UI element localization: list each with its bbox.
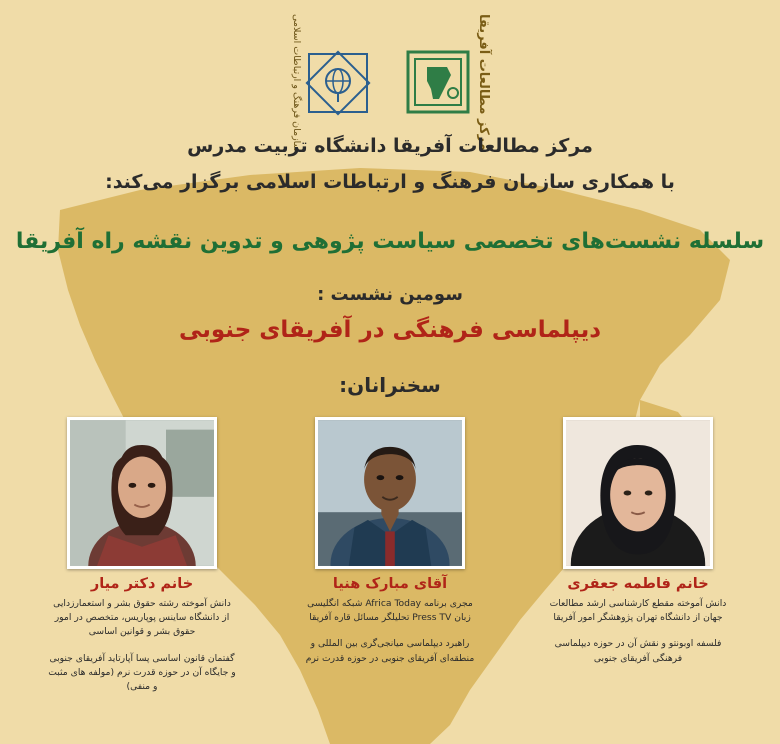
speaker-affiliation-hennia: مجری برنامه Africa Today شبکه انگلیسی زبان Press TV تحلیلگر مسائل قاره آفریقا (307, 597, 473, 624)
speaker-topic-hennia: راهبرد دیپلماسی میانجی‌گری بین المللی و منطقه‌ای آفریقای جنوبی در حوزه قدرت نرم (305, 638, 475, 664)
speaker-affiliation-miar: دانش آموخته رشته حقوق بشر و استعمارزدایی از دانشگاه ساینس پوپاریس، متخصص در امور حقوق بشر و قوانین اساسی (53, 597, 231, 638)
speaker-photo-hennia (315, 417, 465, 569)
headline-block (0, 128, 780, 397)
speakers-row (0, 417, 780, 695)
globe-emblem-icon (305, 50, 371, 116)
speaker-card-hennia (292, 417, 488, 666)
speakers-label: سخنرانان: (339, 372, 441, 397)
speaker-photo-jafari (563, 417, 713, 569)
speaker-affiliation-jafari: دانش آموخته مقطع کارشناسی ارشد مطالعات جهان از دانشگاه تهران پژوهشگر امور آفریقا (549, 597, 727, 624)
session-number: سومین نشست : (317, 283, 463, 305)
host-line-2: با همکاری سازمان فرهنگ و ارتباطات اسلامی برگزار می‌کند: (105, 171, 675, 194)
africa-center-logo-text: مرکز مطالعات آفریقا (475, 14, 491, 151)
speaker-photo-miar (67, 417, 217, 569)
speaker-name-miar: خانم دکتر میار (90, 575, 194, 592)
icro-logo-text: سازمان فرهنگ و ارتباطات اسلامی (291, 14, 302, 152)
speaker-card-jafari (540, 417, 736, 666)
speaker-topic-jafari: فلسفه اوبونتو و نقش آن در حوزه دیپلماسی فرهنگی آفریقای جنوبی (554, 638, 722, 664)
speaker-name-hennia: آقای مبارک هنیا (332, 575, 448, 592)
speaker-name-jafari: خانم فاطمه جعفری (567, 575, 709, 592)
africa-continent-icon (405, 49, 471, 115)
speaker-topic-miar: گفتمان قانون اساسی پسا آپارتاید آفریقای جنوبی و جایگاه آن در حوزه قدرت نرم (مولفه های مثبت و منفی) (48, 652, 236, 693)
host-line-1: مرکز مطالعات آفریقا دانشگاه تربیت مدرس (187, 135, 593, 157)
series-title: سلسله نشست‌های تخصصی سیاست پژوهی و تدوین نقشه راه آفریقا (15, 229, 765, 255)
session-topic: دیپلماسی فرهنگی در آفریقای جنوبی (178, 316, 602, 343)
speaker-card-miar (44, 417, 240, 695)
